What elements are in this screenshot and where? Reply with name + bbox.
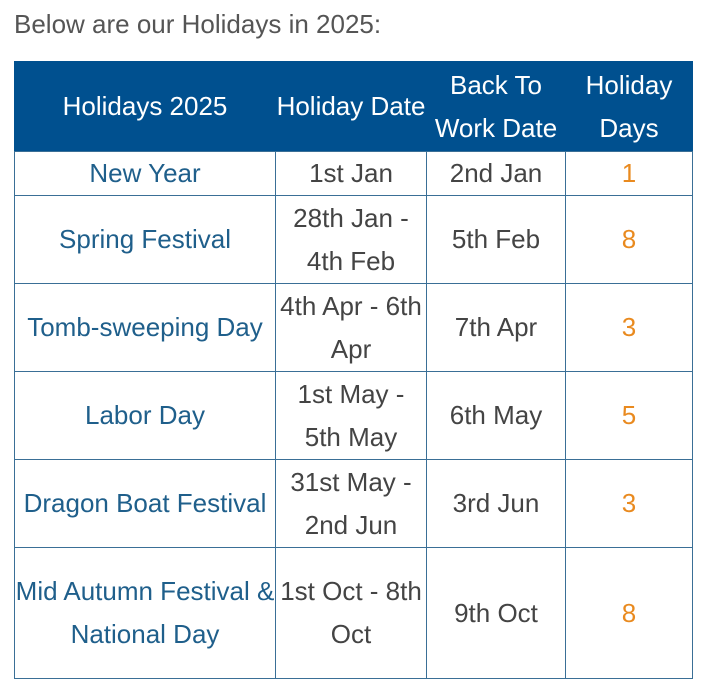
holiday-date: 28th Jan - 4th Feb <box>276 196 427 284</box>
table-row <box>15 284 693 372</box>
holiday-days: 3 <box>566 460 693 548</box>
back-to-work-date: 2nd Jan <box>427 152 566 196</box>
table-row <box>15 460 693 548</box>
holiday-date: 1st Jan <box>276 152 427 196</box>
holiday-date: 1st Oct - 8th Oct <box>276 548 427 679</box>
holiday-date: 4th Apr - 6th Apr <box>276 284 427 372</box>
holiday-days: 8 <box>566 548 693 679</box>
header-holiday-date: Holiday Date <box>276 62 427 152</box>
intro-text: Below are our Holidays in 2025: <box>14 9 382 39</box>
holiday-date: 1st May - 5th May <box>276 372 427 460</box>
back-to-work-date: 7th Apr <box>427 284 566 372</box>
holiday-days: 3 <box>566 284 693 372</box>
holiday-days: 5 <box>566 372 693 460</box>
table-row <box>15 152 693 196</box>
holiday-name: Spring Festival <box>15 196 276 284</box>
back-to-work-date: 9th Oct <box>427 548 566 679</box>
holiday-date: 31st May - 2nd Jun <box>276 460 427 548</box>
table-row <box>15 196 693 284</box>
back-to-work-date: 3rd Jun <box>427 460 566 548</box>
table-header-row <box>15 62 693 152</box>
table-row <box>15 372 693 460</box>
back-to-work-date: 6th May <box>427 372 566 460</box>
holiday-name: Dragon Boat Festival <box>15 460 276 548</box>
header-holidays: Holidays 2025 <box>15 62 276 152</box>
back-to-work-date: 5th Feb <box>427 196 566 284</box>
table-row <box>15 548 693 679</box>
holiday-name: Mid Autumn Festival & National Day <box>15 548 276 679</box>
holiday-days: 1 <box>566 152 693 196</box>
header-holiday-days: Holiday Days <box>566 62 693 152</box>
header-back-to-work-date: Back To Work Date <box>427 62 566 152</box>
holiday-days: 8 <box>566 196 693 284</box>
holiday-name: Tomb-sweeping Day <box>15 284 276 372</box>
holiday-name: New Year <box>15 152 276 196</box>
holidays-table <box>14 61 693 679</box>
holiday-name: Labor Day <box>15 372 276 460</box>
